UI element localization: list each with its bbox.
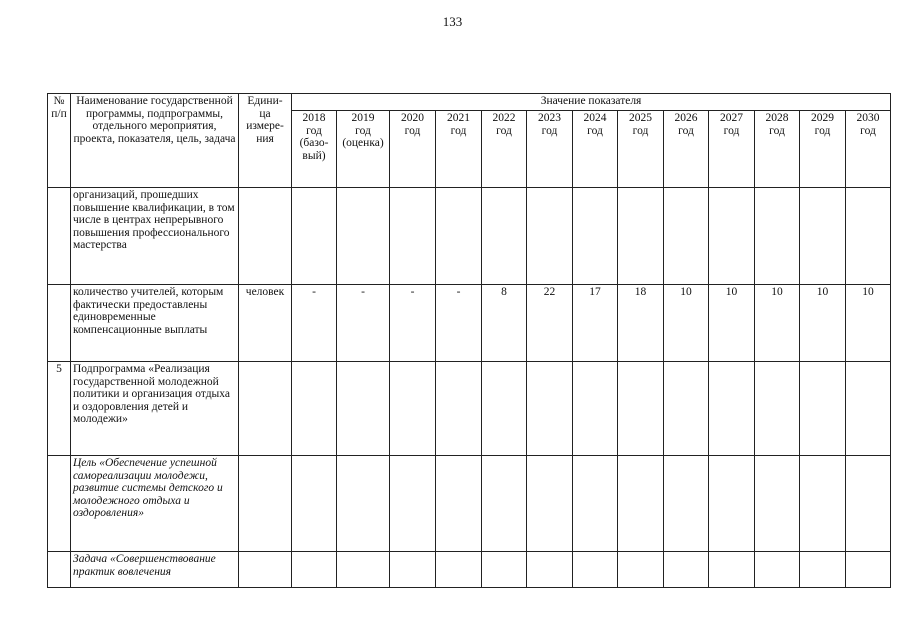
row-value	[390, 362, 436, 456]
header-year-number: 2018	[302, 112, 326, 124]
row-value	[664, 188, 709, 285]
header-year-number: 2027	[720, 112, 743, 124]
row-value	[709, 456, 755, 552]
row-value	[482, 362, 527, 456]
row-value	[618, 362, 664, 456]
header-year-label: год (базо- вый)	[299, 124, 329, 162]
row-value: 18	[618, 285, 664, 362]
row-name: Задача «Совершенствование практик вовлечения	[71, 552, 239, 588]
header-year-2	[390, 111, 436, 188]
row-name: Цель «Обеспечение успешной самореализации молодежи, развитие системы детского и молодежного отдыха и оздоровления»	[71, 456, 239, 552]
row-value: -	[337, 285, 390, 362]
table-row	[48, 188, 891, 285]
header-year-number: 2023	[538, 112, 561, 124]
header-year-label: год	[450, 124, 467, 137]
row-value	[337, 456, 390, 552]
row-value	[337, 188, 390, 285]
row-value: 22	[527, 285, 573, 362]
header-year-1	[337, 111, 390, 188]
header-year-label: год	[632, 124, 649, 137]
row-value	[527, 362, 573, 456]
row-value	[527, 456, 573, 552]
row-value	[709, 552, 755, 588]
header-year-8	[664, 111, 709, 188]
header-year-number: 2028	[765, 112, 789, 124]
header-values-group: Значение показателя	[292, 94, 891, 111]
row-value	[436, 552, 482, 588]
header-year-7	[618, 111, 664, 188]
row-value	[618, 456, 664, 552]
row-value	[800, 362, 846, 456]
row-value	[390, 456, 436, 552]
row-value	[292, 552, 337, 588]
page-number: 133	[442, 14, 463, 29]
header-year-label: год	[496, 124, 512, 137]
row-unit	[239, 552, 292, 588]
row-value	[846, 552, 891, 588]
row-value	[292, 362, 337, 456]
row-value	[436, 456, 482, 552]
table-row	[48, 552, 891, 588]
row-num: 5	[48, 362, 71, 456]
row-value	[755, 362, 800, 456]
row-value	[482, 552, 527, 588]
row-value: 10	[800, 285, 846, 362]
header-unit: Едини- ца измере- ния	[239, 94, 292, 188]
row-value: 8	[482, 285, 527, 362]
row-value	[664, 362, 709, 456]
header-year-11	[800, 111, 846, 188]
row-value	[709, 362, 755, 456]
row-value	[390, 552, 436, 588]
header-year-number: 2019	[351, 112, 375, 124]
row-name: Подпрограмма «Реализация государственной молодежной политики и организация отдыха и оздоровления детей и молодежи»	[71, 362, 239, 456]
header-year-4	[482, 111, 527, 188]
table-row	[48, 362, 891, 456]
row-value	[618, 552, 664, 588]
row-value: 10	[709, 285, 755, 362]
row-name: организаций, прошедших повышение квалификации, в том числе в центрах непрерывного повышения профессионального мастерства	[71, 188, 239, 285]
row-value	[800, 552, 846, 588]
table-row	[48, 456, 891, 552]
row-value	[337, 362, 390, 456]
row-value	[527, 188, 573, 285]
row-value	[709, 188, 755, 285]
header-year-number: 2020	[401, 112, 424, 124]
row-value	[846, 188, 891, 285]
header-year-label: год	[541, 124, 558, 137]
header-year-label: год	[587, 124, 603, 137]
row-value	[618, 188, 664, 285]
row-value: -	[292, 285, 337, 362]
header-year-number: 2021	[447, 112, 470, 124]
row-value	[755, 456, 800, 552]
row-value	[292, 188, 337, 285]
row-value	[527, 552, 573, 588]
header-year-5	[527, 111, 573, 188]
row-value	[292, 456, 337, 552]
header-year-number: 2025	[629, 112, 652, 124]
row-value	[846, 362, 891, 456]
row-unit	[239, 188, 292, 285]
header-year-label: год	[678, 124, 694, 137]
row-num	[48, 552, 71, 588]
header-year-6	[573, 111, 618, 188]
header-year-label: год	[404, 124, 421, 137]
row-num	[48, 188, 71, 285]
row-value	[482, 456, 527, 552]
header-year-label: год	[860, 124, 876, 137]
header-year-0	[292, 111, 337, 188]
row-value	[800, 188, 846, 285]
row-num	[48, 456, 71, 552]
row-value	[390, 188, 436, 285]
row-unit	[239, 362, 292, 456]
row-unit	[239, 456, 292, 552]
row-value: 10	[755, 285, 800, 362]
header-year-12	[846, 111, 891, 188]
header-year-10	[755, 111, 800, 188]
row-value: -	[390, 285, 436, 362]
header-year-number: 2024	[583, 112, 607, 124]
header-year-number: 2029	[811, 112, 834, 124]
row-value	[482, 188, 527, 285]
header-year-label: год	[769, 124, 785, 137]
row-value	[337, 552, 390, 588]
header-row-1	[48, 94, 891, 111]
row-value	[436, 362, 482, 456]
row-value	[573, 552, 618, 588]
table-row	[48, 285, 891, 362]
header-year-number: 2022	[492, 112, 516, 124]
row-unit: человек	[239, 285, 292, 362]
row-value	[573, 188, 618, 285]
row-value: -	[436, 285, 482, 362]
row-value	[846, 456, 891, 552]
header-year-number: 2030	[856, 112, 880, 124]
row-value	[755, 188, 800, 285]
indicators-table	[47, 93, 891, 588]
row-num	[48, 285, 71, 362]
header-year-9	[709, 111, 755, 188]
row-value: 17	[573, 285, 618, 362]
row-value: 10	[664, 285, 709, 362]
row-value	[573, 456, 618, 552]
row-value	[755, 552, 800, 588]
row-value	[664, 552, 709, 588]
row-value	[664, 456, 709, 552]
header-year-number: 2026	[674, 112, 698, 124]
row-name: количество учителей, которым фактически предоставлены единовременные компенсационные выплаты	[71, 285, 239, 362]
header-year-3	[436, 111, 482, 188]
row-value	[436, 188, 482, 285]
header-name: Наименование государственной программы, подпрограммы, отдельного мероприятия, проекта, показателя, цель, задача	[71, 94, 239, 188]
row-value: 10	[846, 285, 891, 362]
header-year-label: год (оценка)	[342, 124, 384, 149]
header-num: № п/п	[48, 94, 71, 188]
header-year-label: год	[814, 124, 831, 137]
row-value	[573, 362, 618, 456]
row-value	[800, 456, 846, 552]
header-year-label: год	[723, 124, 740, 137]
